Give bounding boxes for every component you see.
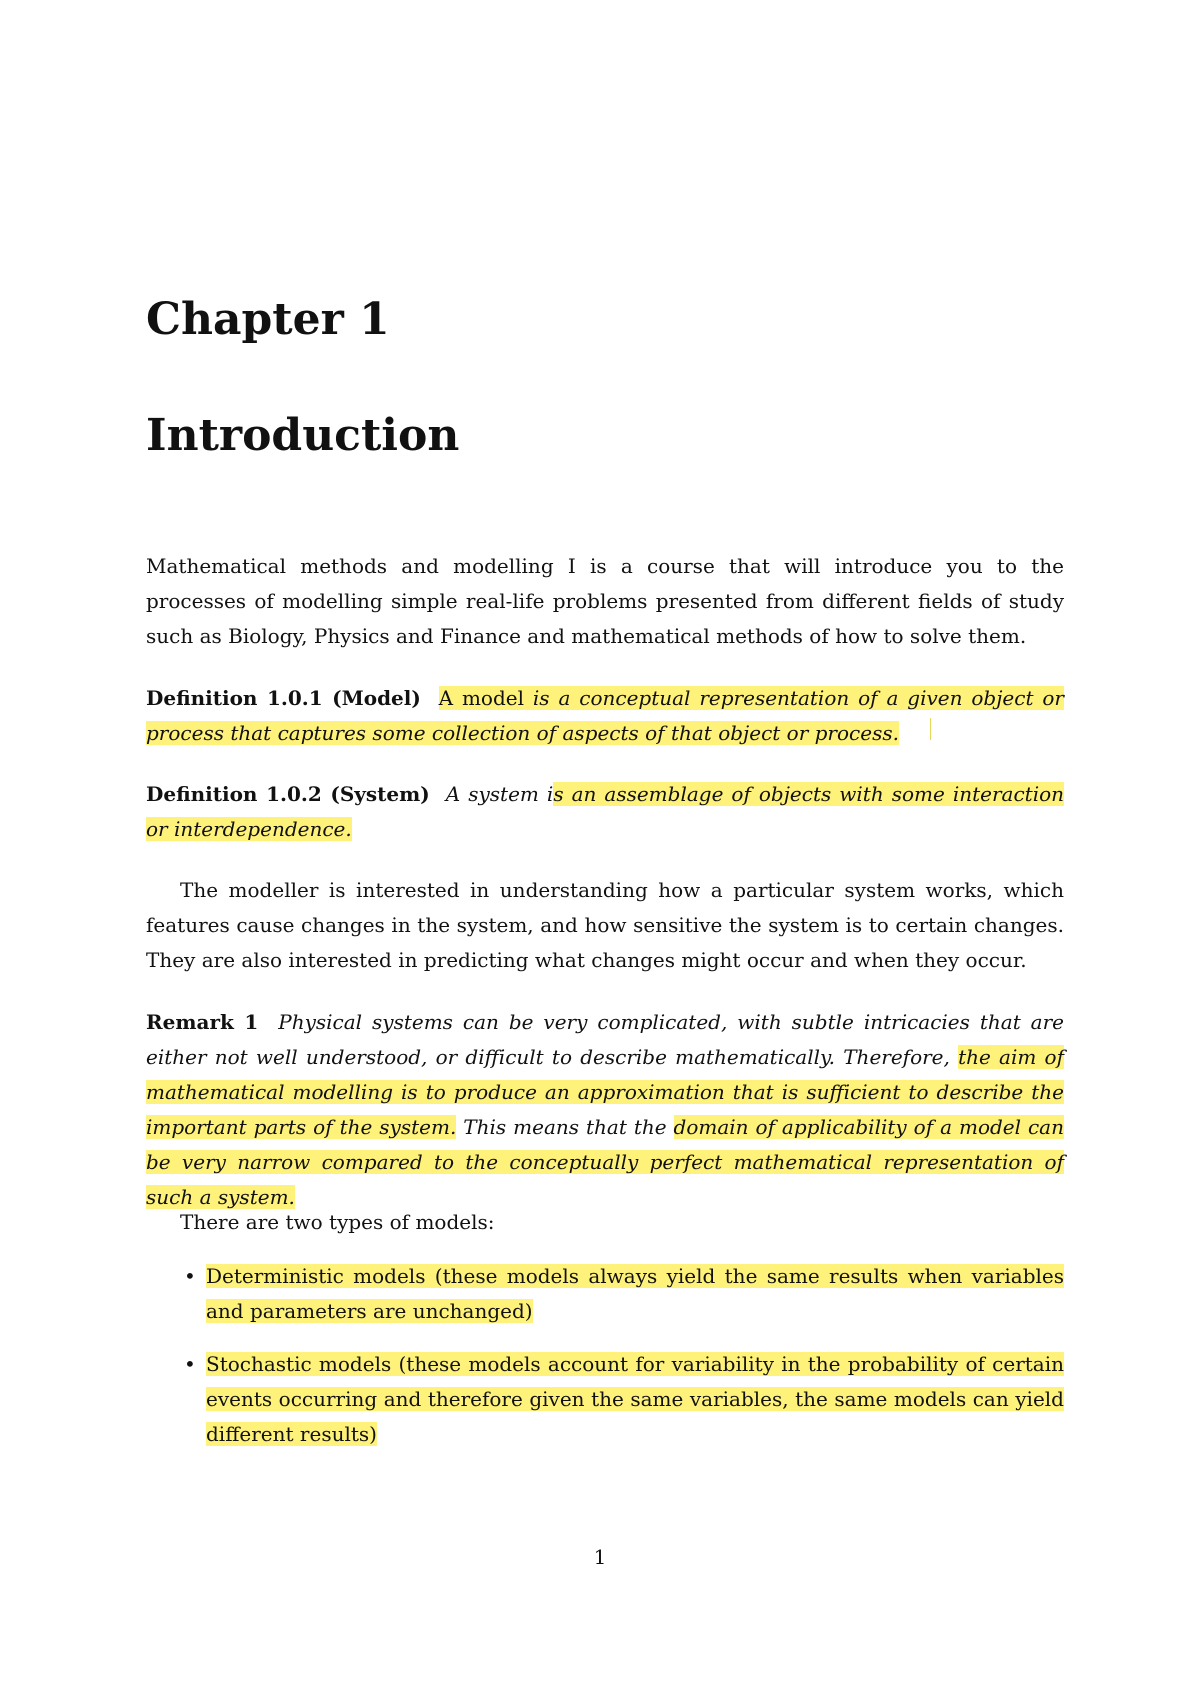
intro-paragraph: Mathematical methods and modelling I is a course that will introduce you to the processes of modelling simple real-life problems presented from different fields of study such as Biology, Physics and Finance and mathematical methods of how to solve them. bbox=[146, 554, 1064, 648]
bullet-icon: • bbox=[184, 1264, 196, 1288]
definition-model-text: is a conceptual representation of a given object or process that captures some collection of aspects of that object or process. bbox=[146, 686, 1064, 745]
definition-model bbox=[146, 681, 1064, 751]
definition-system-term: A system i bbox=[445, 782, 554, 806]
text-cursor-mark bbox=[930, 718, 931, 740]
list-item-stochastic bbox=[146, 1347, 1064, 1452]
remark-1 bbox=[146, 1005, 1064, 1215]
types-intro: There are two types of models: bbox=[180, 1210, 495, 1234]
remark-text-1: Physical systems can be very complicated, with subtle intricacies that are either not well understood, or difficult to describe mathematically. Therefore, bbox=[146, 1010, 1065, 1069]
remark-highlight-2: domain of applicability of a model can be very narrow compared to the conceptually perfect mathematical representation of such a system. bbox=[146, 1115, 1064, 1209]
definition-system bbox=[146, 777, 1064, 847]
definition-system-label: Definition 1.0.2 (System) bbox=[146, 782, 430, 806]
list-item-deterministic bbox=[146, 1259, 1064, 1329]
definition-system-highlight: s an assemblage of objects with some interaction or interdependence. bbox=[146, 782, 1065, 841]
modeller-paragraph: The modeller is interested in understanding how a particular system works, which features cause changes in the system, and how sensitive the system is to certain changes. They are also interested in predicting what changes might occur and when they occur. bbox=[146, 878, 1064, 972]
list-item-text: Stochastic models (these models account for variability in the probability of certain events occurring and therefore given the same variables, the same models can yield different results) bbox=[206, 1352, 1064, 1446]
definition-model-label: Definition 1.0.1 (Model) bbox=[146, 686, 421, 710]
model-types-list bbox=[146, 1259, 1064, 1470]
remark-label: Remark 1 bbox=[146, 1010, 259, 1034]
definition-model-term: A model bbox=[438, 686, 524, 710]
remark-text-2: This means that the bbox=[456, 1115, 674, 1139]
list-item-text: Deterministic models (these models always yield the same results when variables and parameters are unchanged) bbox=[206, 1264, 1064, 1323]
bullet-icon: • bbox=[184, 1352, 196, 1376]
chapter-label: Chapter 1 bbox=[146, 294, 390, 345]
chapter-title: Introduction bbox=[146, 410, 460, 461]
remark-highlight-1: the aim of mathematical modelling is to produce an approximation that is sufficient to describe the important parts of the system. bbox=[146, 1045, 1065, 1139]
page-number: 1 bbox=[593, 1545, 607, 1569]
